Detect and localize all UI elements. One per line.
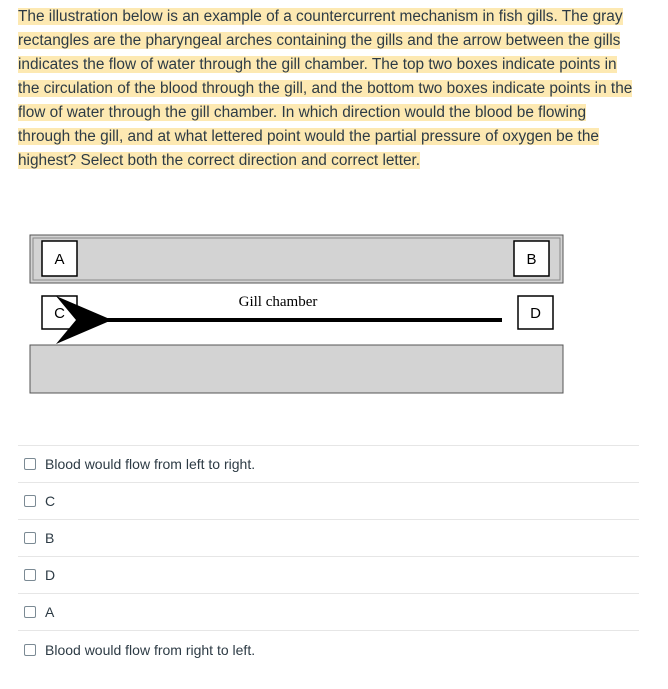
answer-option[interactable] (18, 446, 639, 483)
question-highlight: The illustration below is an example of a countercurrent mechanism in fish gills. The gray rectangles are the pharyngeal arches containing the gills and the arrow between the gills indicates the flow of water through the gill chamber. The top two boxes indicate points in the circulation of the blood through the gill, and the bottom two boxes indicate points in the flow of water through the gill chamber. In which direction would the blood be flowing through the gill, and at what lettered point would the partial pressure of oxygen be the highest? Select both the correct direction and correct letter. (18, 8, 633, 169)
answer-label: A (45, 604, 55, 620)
answer-label: Blood would flow from right to left. (45, 641, 256, 658)
answer-label: D (45, 567, 56, 583)
answer-checkbox[interactable] (24, 532, 36, 544)
answer-label: B (45, 530, 55, 546)
answer-checkbox[interactable] (24, 606, 36, 618)
answer-list (18, 445, 639, 668)
box-c-label: C (54, 305, 65, 322)
answer-option[interactable] (18, 483, 639, 520)
answer-checkbox[interactable] (24, 495, 36, 507)
answer-option[interactable] (18, 557, 639, 594)
answer-label: C (45, 493, 56, 509)
answer-option[interactable] (18, 631, 639, 668)
answer-checkbox[interactable] (24, 644, 36, 656)
box-b-label: B (526, 251, 537, 268)
bottom-pharyngeal-arch (30, 345, 563, 393)
answer-label: Blood would flow from left to right. (45, 456, 256, 472)
answer-checkbox[interactable] (24, 569, 36, 581)
box-d-label: D (530, 305, 541, 322)
answer-checkbox[interactable] (24, 458, 36, 470)
gill-chamber-label: Gill chamber (238, 294, 318, 310)
top-pharyngeal-arch (30, 235, 563, 283)
answer-option[interactable] (18, 594, 639, 631)
answer-option[interactable] (18, 520, 639, 557)
box-a-label: A (54, 251, 65, 268)
